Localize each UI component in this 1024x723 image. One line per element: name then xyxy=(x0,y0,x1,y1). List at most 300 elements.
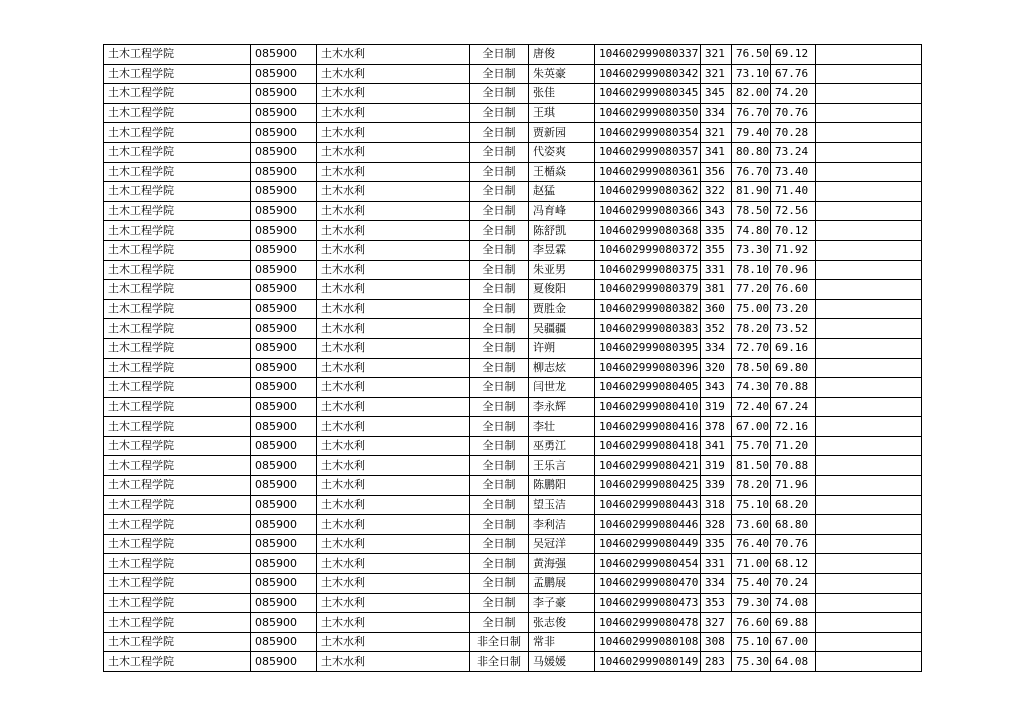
retest-score-cell: 72.70 xyxy=(732,338,771,358)
study-mode-cell: 全日制 xyxy=(470,397,529,417)
exam-id-cell: 104602999080396 xyxy=(595,358,701,378)
study-mode-cell: 全日制 xyxy=(470,554,529,574)
table-row xyxy=(104,338,922,358)
retest-score-cell: 76.40 xyxy=(732,534,771,554)
study-mode-cell: 全日制 xyxy=(470,84,529,104)
exam-id-cell: 104602999080473 xyxy=(595,593,701,613)
preliminary-score-cell: 308 xyxy=(701,632,732,652)
table-row xyxy=(104,142,922,162)
exam-id-cell: 104602999080421 xyxy=(595,456,701,476)
blank-cell xyxy=(816,280,922,300)
study-mode-cell: 全日制 xyxy=(470,64,529,84)
table-row xyxy=(104,436,922,456)
exam-id-cell: 104602999080383 xyxy=(595,319,701,339)
major-name-cell: 土木水利 xyxy=(317,64,470,84)
blank-cell xyxy=(816,632,922,652)
retest-score-cell: 81.50 xyxy=(732,456,771,476)
retest-score-cell: 82.00 xyxy=(732,84,771,104)
college-cell: 土木工程学院 xyxy=(104,240,251,260)
college-cell: 土木工程学院 xyxy=(104,280,251,300)
table-row xyxy=(104,103,922,123)
student-name-cell: 吴冠洋 xyxy=(529,534,595,554)
major-code-cell: 085900 xyxy=(251,632,317,652)
major-name-cell: 土木水利 xyxy=(317,417,470,437)
table-row xyxy=(104,417,922,437)
retest-score-cell: 79.40 xyxy=(732,123,771,143)
major-name-cell: 土木水利 xyxy=(317,574,470,594)
table-row xyxy=(104,378,922,398)
exam-id-cell: 104602999080416 xyxy=(595,417,701,437)
total-score-cell: 71.20 xyxy=(771,436,816,456)
blank-cell xyxy=(816,240,922,260)
major-name-cell: 土木水利 xyxy=(317,142,470,162)
study-mode-cell: 全日制 xyxy=(470,456,529,476)
preliminary-score-cell: 381 xyxy=(701,280,732,300)
major-name-cell: 土木水利 xyxy=(317,456,470,476)
preliminary-score-cell: 334 xyxy=(701,338,732,358)
study-mode-cell: 全日制 xyxy=(470,182,529,202)
preliminary-score-cell: 320 xyxy=(701,358,732,378)
college-cell: 土木工程学院 xyxy=(104,45,251,65)
table-row xyxy=(104,221,922,241)
exam-id-cell: 104602999080446 xyxy=(595,515,701,535)
table-row xyxy=(104,358,922,378)
blank-cell xyxy=(816,456,922,476)
major-name-cell: 土木水利 xyxy=(317,358,470,378)
college-cell: 土木工程学院 xyxy=(104,358,251,378)
college-cell: 土木工程学院 xyxy=(104,515,251,535)
major-name-cell: 土木水利 xyxy=(317,240,470,260)
exam-id-cell: 104602999080345 xyxy=(595,84,701,104)
blank-cell xyxy=(816,358,922,378)
major-name-cell: 土木水利 xyxy=(317,123,470,143)
exam-id-cell: 104602999080418 xyxy=(595,436,701,456)
blank-cell xyxy=(816,45,922,65)
blank-cell xyxy=(816,652,922,672)
preliminary-score-cell: 334 xyxy=(701,574,732,594)
major-code-cell: 085900 xyxy=(251,417,317,437)
study-mode-cell: 全日制 xyxy=(470,358,529,378)
preliminary-score-cell: 378 xyxy=(701,417,732,437)
preliminary-score-cell: 353 xyxy=(701,593,732,613)
study-mode-cell: 全日制 xyxy=(470,142,529,162)
retest-score-cell: 73.30 xyxy=(732,240,771,260)
student-name-cell: 赵猛 xyxy=(529,182,595,202)
exam-id-cell: 104602999080361 xyxy=(595,162,701,182)
study-mode-cell: 全日制 xyxy=(470,613,529,633)
preliminary-score-cell: 335 xyxy=(701,221,732,241)
table-row xyxy=(104,574,922,594)
preliminary-score-cell: 321 xyxy=(701,123,732,143)
major-name-cell: 土木水利 xyxy=(317,613,470,633)
study-mode-cell: 全日制 xyxy=(470,574,529,594)
college-cell: 土木工程学院 xyxy=(104,378,251,398)
major-code-cell: 085900 xyxy=(251,534,317,554)
major-code-cell: 085900 xyxy=(251,280,317,300)
major-code-cell: 085900 xyxy=(251,84,317,104)
table-row xyxy=(104,554,922,574)
major-code-cell: 085900 xyxy=(251,319,317,339)
preliminary-score-cell: 343 xyxy=(701,201,732,221)
college-cell: 土木工程学院 xyxy=(104,456,251,476)
total-score-cell: 69.16 xyxy=(771,338,816,358)
exam-id-cell: 104602999080362 xyxy=(595,182,701,202)
exam-id-cell: 104602999080454 xyxy=(595,554,701,574)
major-code-cell: 085900 xyxy=(251,45,317,65)
college-cell: 土木工程学院 xyxy=(104,319,251,339)
student-name-cell: 常非 xyxy=(529,632,595,652)
major-name-cell: 土木水利 xyxy=(317,515,470,535)
study-mode-cell: 全日制 xyxy=(470,162,529,182)
blank-cell xyxy=(816,397,922,417)
study-mode-cell: 全日制 xyxy=(470,260,529,280)
study-mode-cell: 全日制 xyxy=(470,338,529,358)
preliminary-score-cell: 283 xyxy=(701,652,732,672)
college-cell: 土木工程学院 xyxy=(104,574,251,594)
table-row xyxy=(104,515,922,535)
major-name-cell: 土木水利 xyxy=(317,319,470,339)
preliminary-score-cell: 327 xyxy=(701,613,732,633)
college-cell: 土木工程学院 xyxy=(104,632,251,652)
student-name-cell: 柳志炫 xyxy=(529,358,595,378)
study-mode-cell: 全日制 xyxy=(470,593,529,613)
table-row xyxy=(104,632,922,652)
exam-id-cell: 104602999080405 xyxy=(595,378,701,398)
blank-cell xyxy=(816,534,922,554)
total-score-cell: 69.12 xyxy=(771,45,816,65)
total-score-cell: 76.60 xyxy=(771,280,816,300)
table-row xyxy=(104,64,922,84)
study-mode-cell: 全日制 xyxy=(470,299,529,319)
student-name-cell: 孟鹏展 xyxy=(529,574,595,594)
total-score-cell: 70.76 xyxy=(771,103,816,123)
retest-score-cell: 71.00 xyxy=(732,554,771,574)
student-name-cell: 陈鹏阳 xyxy=(529,476,595,496)
table-row xyxy=(104,201,922,221)
table-row xyxy=(104,456,922,476)
college-cell: 土木工程学院 xyxy=(104,103,251,123)
blank-cell xyxy=(816,554,922,574)
preliminary-score-cell: 319 xyxy=(701,456,732,476)
college-cell: 土木工程学院 xyxy=(104,221,251,241)
retest-score-cell: 78.50 xyxy=(732,201,771,221)
college-cell: 土木工程学院 xyxy=(104,593,251,613)
student-name-cell: 望玉洁 xyxy=(529,495,595,515)
college-cell: 土木工程学院 xyxy=(104,436,251,456)
major-code-cell: 085900 xyxy=(251,436,317,456)
total-score-cell: 70.76 xyxy=(771,534,816,554)
table-body xyxy=(104,45,922,672)
blank-cell xyxy=(816,221,922,241)
college-cell: 土木工程学院 xyxy=(104,84,251,104)
exam-id-cell: 104602999080410 xyxy=(595,397,701,417)
study-mode-cell: 全日制 xyxy=(470,319,529,339)
college-cell: 土木工程学院 xyxy=(104,652,251,672)
blank-cell xyxy=(816,319,922,339)
study-mode-cell: 全日制 xyxy=(470,201,529,221)
student-name-cell: 张志俊 xyxy=(529,613,595,633)
college-cell: 土木工程学院 xyxy=(104,476,251,496)
preliminary-score-cell: 331 xyxy=(701,554,732,574)
preliminary-score-cell: 328 xyxy=(701,515,732,535)
table-row xyxy=(104,593,922,613)
total-score-cell: 74.20 xyxy=(771,84,816,104)
table-row xyxy=(104,182,922,202)
retest-score-cell: 77.20 xyxy=(732,280,771,300)
college-cell: 土木工程学院 xyxy=(104,495,251,515)
major-name-cell: 土木水利 xyxy=(317,45,470,65)
major-code-cell: 085900 xyxy=(251,397,317,417)
college-cell: 土木工程学院 xyxy=(104,123,251,143)
exam-id-cell: 104602999080449 xyxy=(595,534,701,554)
total-score-cell: 71.92 xyxy=(771,240,816,260)
table-row xyxy=(104,84,922,104)
table-row xyxy=(104,495,922,515)
blank-cell xyxy=(816,476,922,496)
blank-cell xyxy=(816,613,922,633)
preliminary-score-cell: 339 xyxy=(701,476,732,496)
student-name-cell: 王琪 xyxy=(529,103,595,123)
total-score-cell: 69.80 xyxy=(771,358,816,378)
total-score-cell: 73.20 xyxy=(771,299,816,319)
total-score-cell: 72.16 xyxy=(771,417,816,437)
table-row xyxy=(104,397,922,417)
major-code-cell: 085900 xyxy=(251,142,317,162)
student-name-cell: 许朔 xyxy=(529,338,595,358)
college-cell: 土木工程学院 xyxy=(104,260,251,280)
major-code-cell: 085900 xyxy=(251,201,317,221)
college-cell: 土木工程学院 xyxy=(104,201,251,221)
total-score-cell: 68.80 xyxy=(771,515,816,535)
total-score-cell: 67.00 xyxy=(771,632,816,652)
retest-score-cell: 75.10 xyxy=(732,632,771,652)
student-name-cell: 闫世龙 xyxy=(529,378,595,398)
retest-score-cell: 78.20 xyxy=(732,319,771,339)
preliminary-score-cell: 341 xyxy=(701,142,732,162)
student-name-cell: 李子豪 xyxy=(529,593,595,613)
major-code-cell: 085900 xyxy=(251,260,317,280)
college-cell: 土木工程学院 xyxy=(104,534,251,554)
student-name-cell: 贾新园 xyxy=(529,123,595,143)
total-score-cell: 70.12 xyxy=(771,221,816,241)
major-name-cell: 土木水利 xyxy=(317,378,470,398)
student-name-cell: 冯育峰 xyxy=(529,201,595,221)
student-name-cell: 马媛媛 xyxy=(529,652,595,672)
major-code-cell: 085900 xyxy=(251,476,317,496)
blank-cell xyxy=(816,123,922,143)
major-code-cell: 085900 xyxy=(251,574,317,594)
major-code-cell: 085900 xyxy=(251,240,317,260)
major-code-cell: 085900 xyxy=(251,456,317,476)
student-name-cell: 朱亚男 xyxy=(529,260,595,280)
exam-id-cell: 104602999080354 xyxy=(595,123,701,143)
preliminary-score-cell: 322 xyxy=(701,182,732,202)
exam-id-cell: 104602999080382 xyxy=(595,299,701,319)
student-name-cell: 王楯焱 xyxy=(529,162,595,182)
exam-id-cell: 104602999080395 xyxy=(595,338,701,358)
study-mode-cell: 全日制 xyxy=(470,417,529,437)
retest-score-cell: 73.10 xyxy=(732,64,771,84)
major-code-cell: 085900 xyxy=(251,613,317,633)
blank-cell xyxy=(816,201,922,221)
major-code-cell: 085900 xyxy=(251,123,317,143)
student-name-cell: 朱英豪 xyxy=(529,64,595,84)
blank-cell xyxy=(816,142,922,162)
major-name-cell: 土木水利 xyxy=(317,338,470,358)
major-code-cell: 085900 xyxy=(251,378,317,398)
preliminary-score-cell: 335 xyxy=(701,534,732,554)
blank-cell xyxy=(816,84,922,104)
major-name-cell: 土木水利 xyxy=(317,652,470,672)
retest-score-cell: 76.70 xyxy=(732,162,771,182)
major-code-cell: 085900 xyxy=(251,162,317,182)
table-row xyxy=(104,319,922,339)
table-row xyxy=(104,299,922,319)
major-code-cell: 085900 xyxy=(251,299,317,319)
total-score-cell: 71.40 xyxy=(771,182,816,202)
blank-cell xyxy=(816,338,922,358)
college-cell: 土木工程学院 xyxy=(104,338,251,358)
major-code-cell: 085900 xyxy=(251,338,317,358)
exam-id-cell: 104602999080108 xyxy=(595,632,701,652)
retest-score-cell: 73.60 xyxy=(732,515,771,535)
student-name-cell: 夏俊阳 xyxy=(529,280,595,300)
total-score-cell: 74.08 xyxy=(771,593,816,613)
retest-score-cell: 75.40 xyxy=(732,574,771,594)
college-cell: 土木工程学院 xyxy=(104,613,251,633)
major-name-cell: 土木水利 xyxy=(317,397,470,417)
exam-id-cell: 104602999080366 xyxy=(595,201,701,221)
total-score-cell: 70.88 xyxy=(771,378,816,398)
college-cell: 土木工程学院 xyxy=(104,64,251,84)
major-name-cell: 土木水利 xyxy=(317,495,470,515)
exam-id-cell: 104602999080443 xyxy=(595,495,701,515)
preliminary-score-cell: 352 xyxy=(701,319,732,339)
retest-score-cell: 81.90 xyxy=(732,182,771,202)
major-name-cell: 土木水利 xyxy=(317,182,470,202)
blank-cell xyxy=(816,574,922,594)
blank-cell xyxy=(816,417,922,437)
major-code-cell: 085900 xyxy=(251,593,317,613)
preliminary-score-cell: 319 xyxy=(701,397,732,417)
student-name-cell: 吴疆疆 xyxy=(529,319,595,339)
student-name-cell: 代姿爽 xyxy=(529,142,595,162)
student-name-cell: 巫勇江 xyxy=(529,436,595,456)
retest-score-cell: 72.40 xyxy=(732,397,771,417)
total-score-cell: 70.88 xyxy=(771,456,816,476)
major-code-cell: 085900 xyxy=(251,182,317,202)
preliminary-score-cell: 341 xyxy=(701,436,732,456)
exam-id-cell: 104602999080357 xyxy=(595,142,701,162)
student-name-cell: 陈舒凯 xyxy=(529,221,595,241)
table-row xyxy=(104,162,922,182)
major-code-cell: 085900 xyxy=(251,495,317,515)
college-cell: 土木工程学院 xyxy=(104,417,251,437)
major-name-cell: 土木水利 xyxy=(317,476,470,496)
student-name-cell: 李昱霖 xyxy=(529,240,595,260)
student-name-cell: 张佳 xyxy=(529,84,595,104)
total-score-cell: 73.40 xyxy=(771,162,816,182)
major-name-cell: 土木水利 xyxy=(317,593,470,613)
retest-score-cell: 74.80 xyxy=(732,221,771,241)
study-mode-cell: 全日制 xyxy=(470,240,529,260)
blank-cell xyxy=(816,593,922,613)
blank-cell xyxy=(816,162,922,182)
preliminary-score-cell: 356 xyxy=(701,162,732,182)
preliminary-score-cell: 345 xyxy=(701,84,732,104)
study-mode-cell: 全日制 xyxy=(470,495,529,515)
preliminary-score-cell: 321 xyxy=(701,64,732,84)
exam-id-cell: 104602999080350 xyxy=(595,103,701,123)
retest-score-cell: 75.30 xyxy=(732,652,771,672)
major-name-cell: 土木水利 xyxy=(317,221,470,241)
exam-id-cell: 104602999080368 xyxy=(595,221,701,241)
study-mode-cell: 全日制 xyxy=(470,123,529,143)
total-score-cell: 70.24 xyxy=(771,574,816,594)
total-score-cell: 73.24 xyxy=(771,142,816,162)
total-score-cell: 68.12 xyxy=(771,554,816,574)
total-score-cell: 64.08 xyxy=(771,652,816,672)
major-code-cell: 085900 xyxy=(251,64,317,84)
retest-score-cell: 76.50 xyxy=(732,45,771,65)
table-row xyxy=(104,45,922,65)
study-mode-cell: 全日制 xyxy=(470,378,529,398)
total-score-cell: 70.96 xyxy=(771,260,816,280)
total-score-cell: 73.52 xyxy=(771,319,816,339)
college-cell: 土木工程学院 xyxy=(104,299,251,319)
study-mode-cell: 全日制 xyxy=(470,476,529,496)
college-cell: 土木工程学院 xyxy=(104,182,251,202)
table-row xyxy=(104,260,922,280)
total-score-cell: 71.96 xyxy=(771,476,816,496)
retest-score-cell: 78.20 xyxy=(732,476,771,496)
blank-cell xyxy=(816,64,922,84)
preliminary-score-cell: 360 xyxy=(701,299,732,319)
retest-score-cell: 76.60 xyxy=(732,613,771,633)
table-row xyxy=(104,240,922,260)
major-code-cell: 085900 xyxy=(251,358,317,378)
major-code-cell: 085900 xyxy=(251,554,317,574)
study-mode-cell: 全日制 xyxy=(470,45,529,65)
exam-id-cell: 104602999080149 xyxy=(595,652,701,672)
preliminary-score-cell: 318 xyxy=(701,495,732,515)
study-mode-cell: 全日制 xyxy=(470,515,529,535)
major-name-cell: 土木水利 xyxy=(317,103,470,123)
student-name-cell: 李永辉 xyxy=(529,397,595,417)
exam-id-cell: 104602999080337 xyxy=(595,45,701,65)
study-mode-cell: 全日制 xyxy=(470,221,529,241)
blank-cell xyxy=(816,436,922,456)
preliminary-score-cell: 355 xyxy=(701,240,732,260)
exam-id-cell: 104602999080478 xyxy=(595,613,701,633)
college-cell: 土木工程学院 xyxy=(104,142,251,162)
exam-id-cell: 104602999080379 xyxy=(595,280,701,300)
table-row xyxy=(104,534,922,554)
major-name-cell: 土木水利 xyxy=(317,84,470,104)
major-name-cell: 土木水利 xyxy=(317,554,470,574)
student-name-cell: 黄海强 xyxy=(529,554,595,574)
blank-cell xyxy=(816,260,922,280)
table-row xyxy=(104,123,922,143)
student-name-cell: 唐俊 xyxy=(529,45,595,65)
total-score-cell: 67.76 xyxy=(771,64,816,84)
major-name-cell: 土木水利 xyxy=(317,436,470,456)
study-mode-cell: 非全日制 xyxy=(470,652,529,672)
preliminary-score-cell: 334 xyxy=(701,103,732,123)
student-name-cell: 李壮 xyxy=(529,417,595,437)
major-name-cell: 土木水利 xyxy=(317,299,470,319)
major-name-cell: 土木水利 xyxy=(317,280,470,300)
